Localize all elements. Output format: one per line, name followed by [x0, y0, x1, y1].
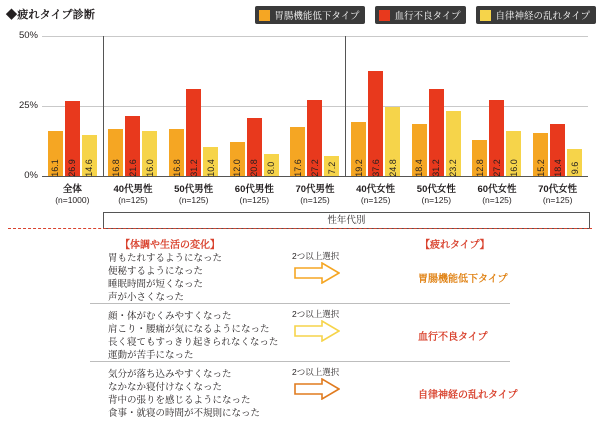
plot-area [42, 36, 588, 177]
criteria-item: 食事・就寝の時間が不規則になった [108, 408, 261, 419]
page-title: ◆疲れタイプ診断 [6, 9, 96, 21]
bar-chart [0, 28, 600, 226]
sample-size-label: (n=125) [239, 195, 270, 205]
x-axis-label: 50代男性 [174, 184, 214, 195]
criteria-divider [90, 361, 510, 362]
bar [368, 71, 383, 176]
bar [82, 135, 97, 176]
arrow-right-icon [294, 378, 340, 400]
bar-value-label: 31.2 [431, 159, 442, 177]
bar-value-label: 8.0 [266, 161, 277, 175]
bar-group [42, 36, 103, 176]
criteria-group-2-note: 2つ以上選択 [292, 309, 340, 319]
legend-label: 胃腸機能低下タイプ [274, 11, 360, 22]
bar-value-label: 21.6 [127, 159, 138, 177]
bar [307, 100, 322, 176]
criteria-left-heading: 【体調や生活の変化】 [120, 240, 220, 251]
x-axis-label: 50代女性 [416, 184, 456, 195]
x-axis-label: 70代男性 [295, 184, 335, 195]
bar-value-label: 12.8 [474, 159, 485, 177]
bar [429, 89, 444, 176]
sample-size-label: (n=125) [118, 195, 148, 205]
bar-group [163, 36, 224, 176]
legend-swatch-icon [259, 10, 270, 21]
x-axis-label: 40代男性 [113, 184, 153, 195]
bar-value-label: 27.2 [309, 159, 320, 177]
bar-value-label: 31.2 [188, 159, 199, 177]
bar-value-label: 7.2 [326, 161, 337, 175]
bar-value-label: 18.4 [552, 159, 563, 177]
criteria-item: 胃もたれするようになった [108, 253, 223, 264]
bar [506, 131, 521, 176]
legend-item [375, 6, 466, 24]
bar [567, 149, 582, 176]
criteria-right-heading: 【疲れタイプ】 [420, 240, 490, 251]
criteria-item: 肩こり・腰痛が気になるようになった [108, 324, 270, 335]
y-axis-tick: 50% [18, 30, 38, 41]
legend-swatch-icon [480, 10, 491, 21]
bar [65, 101, 80, 176]
criteria-item: 顔・体がむくみやすくなった [108, 311, 232, 322]
bar [446, 111, 461, 176]
bar-value-label: 16.0 [508, 159, 519, 177]
bar-value-label: 24.8 [387, 159, 398, 177]
chart-legend [255, 6, 596, 24]
bar [48, 131, 63, 176]
sample-size-label: (n=125) [178, 195, 209, 205]
sample-size-label: (n=125) [360, 195, 391, 205]
y-axis-tick: 25% [18, 100, 38, 111]
bar-value-label: 9.6 [569, 161, 580, 175]
sample-size-label: (n=125) [300, 195, 330, 205]
criteria-divider [90, 303, 510, 304]
arrow-right-icon [294, 262, 340, 284]
bar [203, 147, 218, 176]
criteria-item: 便秘するようになった [108, 266, 204, 277]
bar-value-label: 37.6 [370, 159, 381, 177]
sample-size-label: (n=1000) [55, 195, 90, 205]
sample-size-label: (n=125) [482, 195, 512, 205]
bar-value-label: 19.2 [353, 159, 364, 177]
legend-item [255, 6, 365, 24]
bar-value-label: 17.6 [292, 159, 303, 177]
criteria-group-1-result: 胃腸機能低下タイプ [418, 274, 508, 285]
bar [142, 131, 157, 176]
legend-label: 自律神経の乱れタイプ [495, 11, 590, 22]
sample-size-label: (n=125) [421, 195, 452, 205]
y-axis-tick: 0% [24, 170, 38, 181]
legend-swatch-icon [379, 10, 390, 21]
bar-value-label: 10.4 [205, 159, 216, 177]
group-separator [345, 36, 346, 176]
bar-group [467, 36, 528, 176]
bar-group [527, 36, 588, 176]
bar-value-label: 18.4 [414, 159, 425, 177]
criteria-group-3-note: 2つ以上選択 [292, 367, 340, 377]
criteria-item: 運動が苦手になった [108, 350, 194, 361]
bar-value-label: 16.1 [50, 159, 61, 177]
bar [324, 156, 339, 176]
arrow-right-icon [294, 320, 340, 342]
bar-group [224, 36, 285, 176]
criteria-group-1-note: 2つ以上選択 [292, 251, 340, 261]
bar-value-label: 20.8 [249, 159, 260, 177]
bar-group [285, 36, 346, 176]
x-axis-label: 60代男性 [234, 184, 274, 195]
bar [550, 124, 565, 176]
criteria-item: 気分が落ち込みやすくなった [108, 369, 232, 380]
bar [533, 133, 548, 176]
bar-value-label: 16.8 [110, 159, 121, 177]
bar [489, 100, 504, 176]
criteria-item: 睡眠時間が短くなった [108, 279, 204, 290]
x-axis-label: 40代女性 [356, 184, 396, 195]
bar-value-label: 16.8 [171, 159, 182, 177]
bar [108, 129, 123, 176]
criteria-group-2-result: 血行不良タイプ [418, 332, 488, 343]
bar-value-label: 12.0 [232, 159, 243, 177]
bar [412, 124, 427, 176]
group-separator [103, 36, 104, 176]
criteria-group-3-result: 自律神経の乱れタイプ [418, 390, 518, 401]
bar-value-label: 14.6 [84, 159, 95, 177]
x-axis-label: 70代女性 [538, 184, 578, 195]
bar-group [345, 36, 406, 176]
legend-label: 血行不良タイプ [394, 11, 461, 22]
bar-value-label: 15.2 [535, 159, 546, 177]
bar [351, 122, 366, 176]
criteria-group-1-items [108, 252, 222, 304]
x-axis-label: 全体 [62, 184, 82, 195]
criteria-item: 声が小さくなった [108, 292, 185, 303]
criteria-item: 背中の張りを感じるようになった [108, 395, 251, 406]
criteria-item: なかなか寝付けなくなった [108, 382, 223, 393]
legend-item [476, 6, 596, 24]
x-axis-label: 60代女性 [477, 184, 517, 195]
sample-size-label: (n=125) [542, 195, 573, 205]
bar-value-label: 26.9 [67, 159, 78, 177]
x-axis-caption: 性年代別 [103, 212, 590, 229]
bar [125, 116, 140, 176]
criteria-group-2-items [108, 310, 278, 362]
bar [230, 142, 245, 176]
bar [290, 127, 305, 176]
bar-group [103, 36, 164, 176]
bar-group [406, 36, 467, 176]
bar [264, 154, 279, 176]
bar-value-label: 16.0 [144, 159, 155, 177]
bar [247, 118, 262, 176]
criteria-group-3-items [108, 368, 260, 420]
bar-value-label: 23.2 [448, 159, 459, 177]
bar [385, 107, 400, 176]
bar [186, 89, 201, 176]
criteria-item: 長く寝てもすっきり起きられなくなった [108, 337, 279, 348]
bar-value-label: 27.2 [491, 159, 502, 177]
bar [472, 140, 487, 176]
bar [169, 129, 184, 176]
section-divider [8, 228, 592, 229]
